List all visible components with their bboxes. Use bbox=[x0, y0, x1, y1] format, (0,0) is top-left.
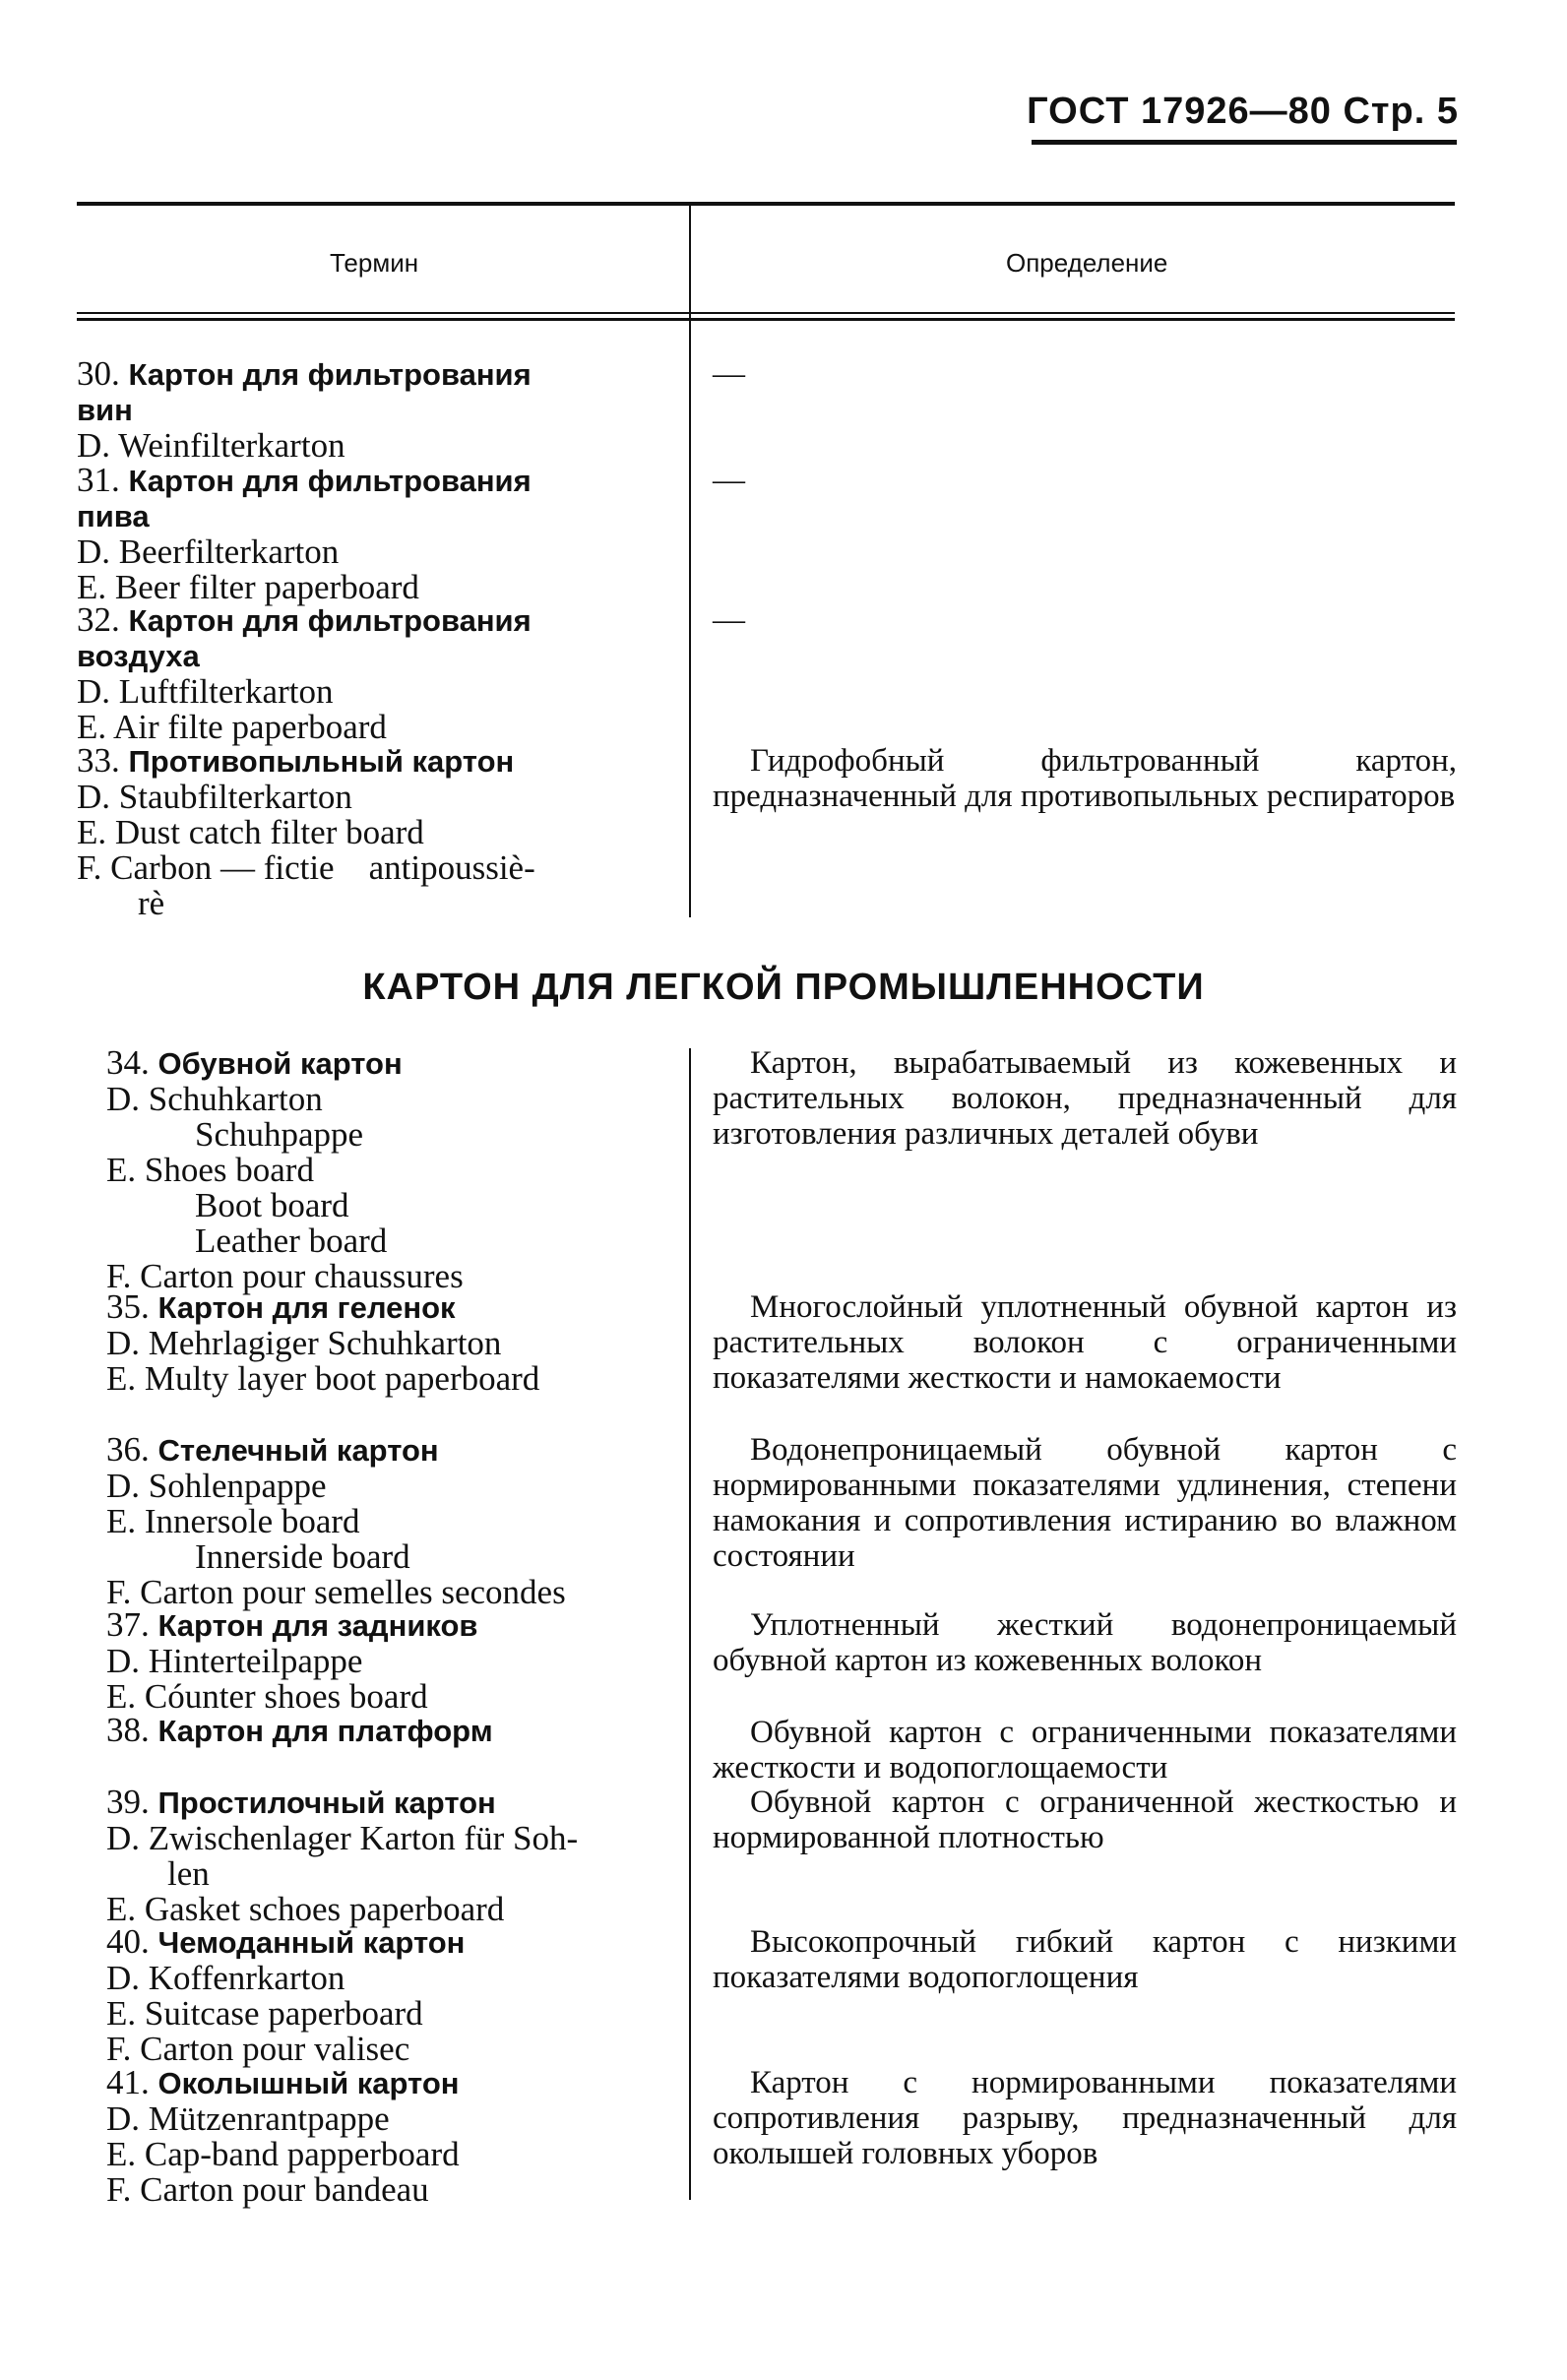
term-number: 38. bbox=[106, 1711, 158, 1749]
term-number: 30. bbox=[77, 354, 129, 393]
definition-text: — bbox=[713, 463, 745, 498]
term-name-continued: пива bbox=[77, 499, 150, 533]
translation-line: D. Hinterteilpappe bbox=[106, 1642, 363, 1680]
page-header: ГОСТ 17926—80 Стр. 5 bbox=[1027, 91, 1459, 132]
table-top-rule bbox=[77, 202, 1455, 206]
term-name: Картон для фильтрования bbox=[128, 464, 532, 498]
term-entry-34 bbox=[106, 1045, 697, 1294]
term-entry-41 bbox=[106, 2065, 697, 2208]
term-number: 40. bbox=[106, 1922, 158, 1961]
term-name: Чемоданный картон bbox=[157, 1925, 466, 1960]
column-divider-top bbox=[689, 204, 691, 917]
translation-line: F. Carton pour bandeau bbox=[106, 2170, 429, 2209]
section-title: КАРТОН ДЛЯ ЛЕГКОЙ ПРОМЫШЛЕННОСТИ bbox=[362, 967, 1205, 1008]
term-number: 33. bbox=[77, 741, 129, 780]
definition-text: — bbox=[713, 356, 745, 392]
definition-text: Картон с нормированными показателями сопротивления разрыву, предназначенный для околышей головных уборов bbox=[713, 2065, 1457, 2171]
term-entry-40 bbox=[106, 1924, 697, 2067]
translation-line: E. Shoes board bbox=[106, 1151, 314, 1189]
term-heading bbox=[106, 1045, 697, 1082]
term-heading bbox=[77, 356, 667, 393]
term-number: 31. bbox=[77, 461, 129, 499]
term-name: Противопыльный картон bbox=[128, 744, 515, 779]
definition-text: Высокопрочный гибкий картон с низкими показателями водопоглощения bbox=[713, 1924, 1457, 1995]
term-number: 41. bbox=[106, 2063, 158, 2101]
term-entry-33 bbox=[77, 743, 667, 921]
term-entry-32 bbox=[77, 602, 667, 745]
translation-line: D. Schuhkarton bbox=[106, 1080, 323, 1118]
term-entry-30 bbox=[77, 356, 667, 464]
term-number: 39. bbox=[106, 1783, 158, 1821]
term-name: Картон для геленок bbox=[157, 1290, 456, 1325]
translation-line: F. Carton pour chaussures bbox=[106, 1257, 464, 1295]
term-heading bbox=[106, 1785, 697, 1821]
column-header-definition: Определение bbox=[1006, 248, 1168, 278]
translation-line: Boot board bbox=[195, 1186, 349, 1224]
term-heading bbox=[77, 463, 667, 499]
translation-line: F. Carbon — fictie antipoussiè- bbox=[77, 848, 535, 887]
definition-text: Обувной картон с ограниченной жесткостью и нормированной плотностью bbox=[713, 1785, 1457, 1855]
term-heading bbox=[106, 1924, 697, 1961]
term-name: Обувной картон bbox=[157, 1046, 403, 1081]
term-number: 32. bbox=[77, 600, 129, 639]
term-entry-38 bbox=[106, 1713, 697, 1749]
term-heading bbox=[106, 1432, 697, 1469]
translation-line: Leather board bbox=[195, 1221, 388, 1260]
term-name-continued: воздуха bbox=[77, 639, 200, 673]
term-name-continued: вин bbox=[77, 393, 133, 427]
translation-line: E. Gasket schoes paperboard bbox=[106, 1890, 505, 1928]
definition-text: Водонепроницаемый обувной картон с нормированными показателями удлинения, степени намокания и сопротивления истиранию во влажном состоянии bbox=[713, 1432, 1457, 1574]
term-heading bbox=[106, 1713, 697, 1749]
definition-text: — bbox=[713, 602, 745, 638]
translation-line: E. Suitcase paperboard bbox=[106, 1994, 423, 2033]
translation-line: E. Cap-band papperboard bbox=[106, 2135, 460, 2173]
translation-line: E. Beer filter paperboard bbox=[77, 568, 419, 606]
translation-line: D. Sohlenpappe bbox=[106, 1467, 327, 1505]
table-head-rule-1 bbox=[77, 312, 1455, 314]
term-name: Картон для фильтрования bbox=[128, 357, 532, 392]
translation-line: E. Air filte paperboard bbox=[77, 708, 387, 746]
term-name: Картон для задников bbox=[157, 1608, 478, 1643]
table-head-rule-2 bbox=[77, 318, 1455, 321]
header-underline bbox=[1032, 140, 1457, 145]
translation-line: D. Weinfilterkarton bbox=[77, 426, 345, 465]
translation-line: D. Staubfilterkarton bbox=[77, 778, 352, 816]
definition-text: Многослойный уплотненный обувной картон из растительных волокон с ограниченными показателями жесткости и намокаемости bbox=[713, 1289, 1457, 1396]
definition-text: Картон, вырабатываемый из кожевенных и растительных волокон, предназначенный для изготовления различных деталей обуви bbox=[713, 1045, 1457, 1152]
term-number: 37. bbox=[106, 1605, 158, 1644]
translation-line: Schuhpappe bbox=[195, 1115, 364, 1154]
term-entry-31 bbox=[77, 463, 667, 605]
translation-line: Innerside board bbox=[195, 1537, 410, 1576]
translation-line: D. Koffenrkarton bbox=[106, 1959, 345, 1997]
term-heading bbox=[106, 1289, 697, 1326]
term-name: Картон для фильтрования bbox=[128, 603, 532, 638]
column-header-term: Термин bbox=[330, 248, 419, 278]
term-heading bbox=[106, 1607, 697, 1644]
term-name: Простилочный картон bbox=[157, 1785, 496, 1820]
definition-text: Уплотненный жесткий водонепроницаемый обувной картон из кожевенных волокон bbox=[713, 1607, 1457, 1678]
term-entry-37 bbox=[106, 1607, 697, 1715]
term-name: Картон для платформ bbox=[157, 1714, 493, 1748]
term-heading bbox=[77, 602, 667, 639]
translation-line: rè bbox=[138, 884, 165, 922]
definition-text: Обувной картон с ограниченными показателями жесткости и водопоглощаемости bbox=[713, 1715, 1457, 1785]
term-entry-35 bbox=[106, 1289, 697, 1397]
term-heading bbox=[106, 2065, 697, 2101]
translation-line: E. Cóunter shoes board bbox=[106, 1677, 428, 1716]
term-number: 36. bbox=[106, 1430, 158, 1469]
translation-line: D. Luftfilterkarton bbox=[77, 672, 334, 711]
translation-line: D. Zwischenlager Karton für Soh- bbox=[106, 1819, 579, 1857]
translation-line: len bbox=[167, 1854, 210, 1893]
translation-line: F. Carton pour valisec bbox=[106, 2030, 410, 2068]
translation-line: E. Multy layer boot paperboard bbox=[106, 1359, 540, 1398]
translation-line: E. Dust catch filter board bbox=[77, 813, 424, 851]
term-number: 34. bbox=[106, 1043, 158, 1082]
term-name: Стелечный картон bbox=[157, 1433, 439, 1468]
translation-line: D. Beerfilterkarton bbox=[77, 532, 340, 571]
translation-line: D. Mützenrantpappe bbox=[106, 2099, 390, 2138]
translation-line: D. Mehrlagiger Schuhkarton bbox=[106, 1324, 502, 1362]
term-number: 35. bbox=[106, 1287, 158, 1326]
term-heading bbox=[77, 743, 667, 780]
term-entry-36 bbox=[106, 1432, 697, 1610]
translation-line: F. Carton pour semelles secondes bbox=[106, 1573, 566, 1611]
term-entry-39 bbox=[106, 1785, 697, 1927]
translation-line: E. Innersole board bbox=[106, 1502, 360, 1540]
definition-text: Гидрофобный фильтрованный картон, предназначенный для противопыльных респираторов bbox=[713, 743, 1457, 814]
term-name: Околышный картон bbox=[157, 2066, 460, 2100]
